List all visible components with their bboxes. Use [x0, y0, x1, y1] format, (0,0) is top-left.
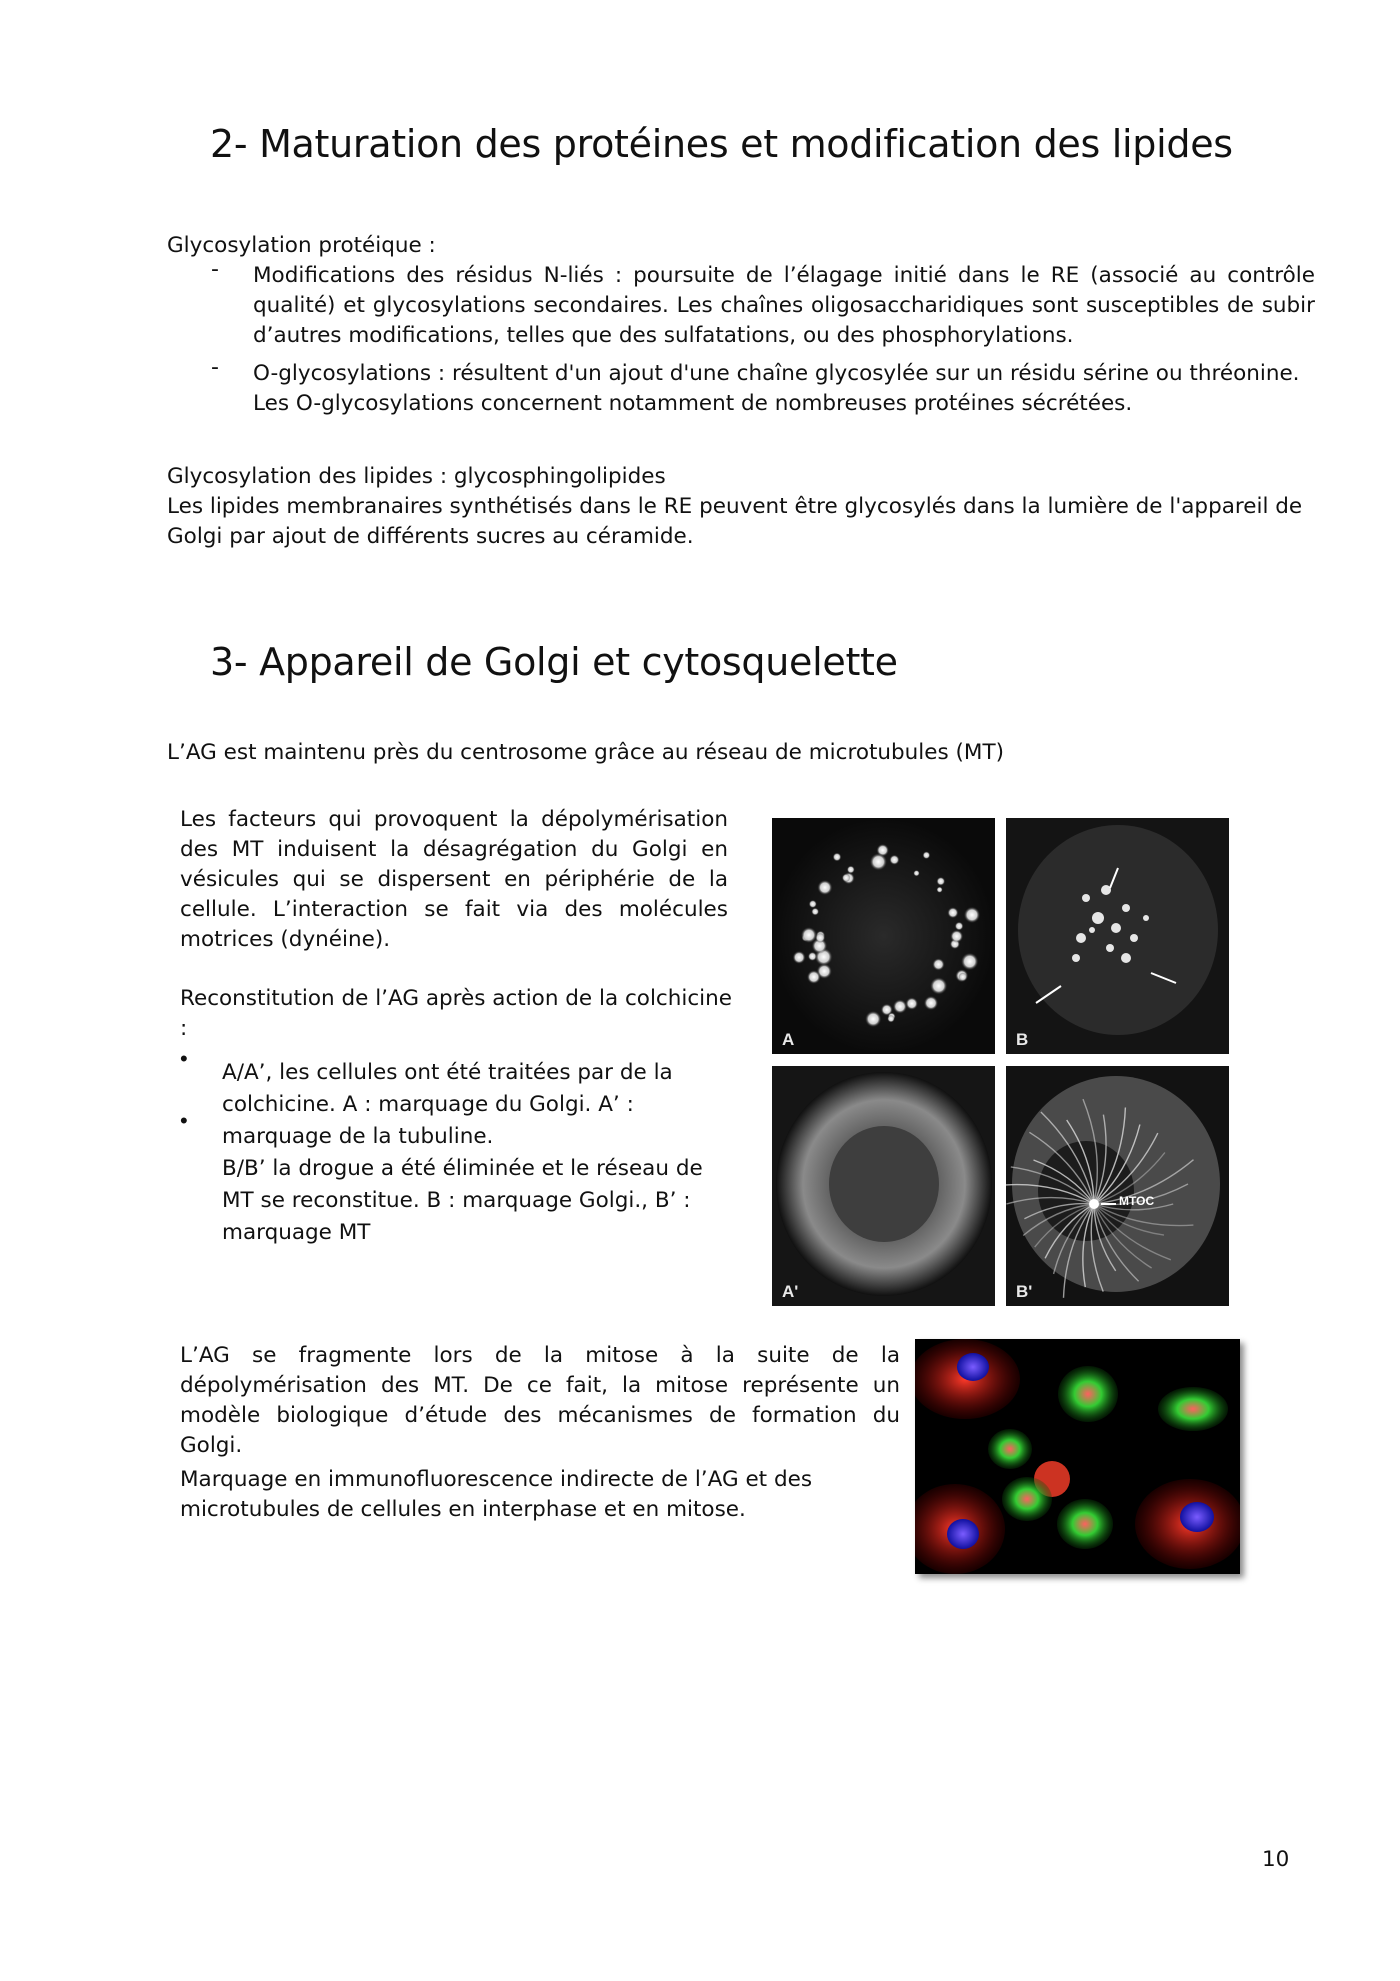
page-number: 10	[1262, 1847, 1290, 1872]
dash-marker: -	[211, 257, 219, 282]
mtoc-label: MTOC	[1119, 1194, 1155, 1208]
panel-label-a-prime: A'	[782, 1282, 799, 1301]
golgi-reforming-micrograph	[1006, 818, 1229, 1054]
immunofluorescence-caption: Marquage en immunofluorescence indirecte de l’AG et des microtubules de cellules en interphase et en mitose.	[180, 1467, 813, 1522]
micrograph-panel-b-prime	[1006, 1066, 1229, 1306]
tubulin-diffuse-micrograph	[772, 1066, 995, 1306]
protein-glycosylation-heading: Glycosylation protéique :	[167, 233, 436, 258]
golgi-intro: L’AG est maintenu près du centrosome grâce au réseau de microtubules (MT)	[167, 740, 1004, 765]
recon-line: A/A’, les cellules ont été traitées par de la	[222, 1060, 673, 1085]
micrograph-panel-b	[1006, 818, 1229, 1054]
lipid-block	[167, 462, 1317, 552]
lipid-heading: Glycosylation des lipides : glycosphingolipides	[167, 464, 666, 489]
micrograph-panel-a-prime	[772, 1066, 995, 1306]
golgi-scattered-micrograph	[772, 818, 995, 1054]
reconstitution-colon: :	[180, 1016, 188, 1041]
bullet-marker: •	[180, 1046, 188, 1071]
recon-line: marquage MT	[222, 1220, 371, 1245]
recon-line: B/B’ la drogue a été éliminée et le réseau de	[222, 1156, 703, 1181]
list-item	[167, 257, 1315, 351]
o-glyco-text-2: Les O-glycosylations concernent notamment de nombreuses protéines sécrétées.	[253, 391, 1133, 416]
panel-label-b-prime: B'	[1016, 1282, 1033, 1301]
microtubule-network-micrograph	[1006, 1066, 1229, 1306]
mitosis-paragraph: L’AG se fragmente lors de la mitose à la suite de la dépolymérisation des MT. De ce fait, la mitose représente un modèle biologique d’étude des mécanismes de formation du Golgi.	[180, 1343, 900, 1458]
section-3-title: 3- Appareil de Golgi et cytosquelette	[210, 640, 898, 684]
bullet-marker: •	[180, 1108, 188, 1133]
micrograph-panel-a	[772, 818, 995, 1054]
recon-line: marquage de la tubuline.	[222, 1124, 494, 1149]
section-2-title: 2- Maturation des protéines et modification des lipides	[210, 122, 1233, 166]
immunofluorescence-image	[915, 1339, 1240, 1574]
recon-line: MT se reconstitue. B : marquage Golgi., B’ :	[222, 1188, 691, 1213]
panel-label-a: A	[782, 1030, 795, 1049]
reconstitution-heading: Reconstitution de l’AG après action de la colchicine	[180, 986, 732, 1011]
o-glyco-text: O-glycosylations : résultent d'un ajout d'une chaîne glycosylée sur un résidu sérine ou thréonine.	[253, 361, 1300, 386]
n-linked-text: Modifications des résidus N-liés : poursuite de l’élagage initié dans le RE (associé au contrôle qualité) et glycosylations secondaires. Les chaînes oligosaccharidiques sont susceptibles de subir d’autres modifications, telles que des sulfatations, ou des phosphorylations.	[253, 263, 1315, 348]
bullet-list	[167, 257, 1315, 419]
depolymerisation-paragraph: Les facteurs qui provoquent la dépolymérisation des MT induisent la désagrégation du Golgi en vésicules qui se dispersent en périphérie de la cellule. L’interaction se fait via des molécules motrices (dynéine).	[180, 807, 728, 952]
reconstitution-lines	[222, 1057, 722, 1249]
lipid-text: Les lipides membranaires synthétisés dans le RE peuvent être glycosylés dans la lumière de l'appareil de Golgi par ajout de différents sucres au céramide.	[167, 494, 1303, 549]
recon-line: colchicine. A : marquage du Golgi. A’ :	[222, 1092, 634, 1117]
mitosis-fluorescence-micrograph	[915, 1339, 1240, 1574]
panel-label-b: B	[1016, 1030, 1029, 1049]
list-item	[167, 355, 1315, 419]
dash-marker: -	[211, 355, 219, 380]
